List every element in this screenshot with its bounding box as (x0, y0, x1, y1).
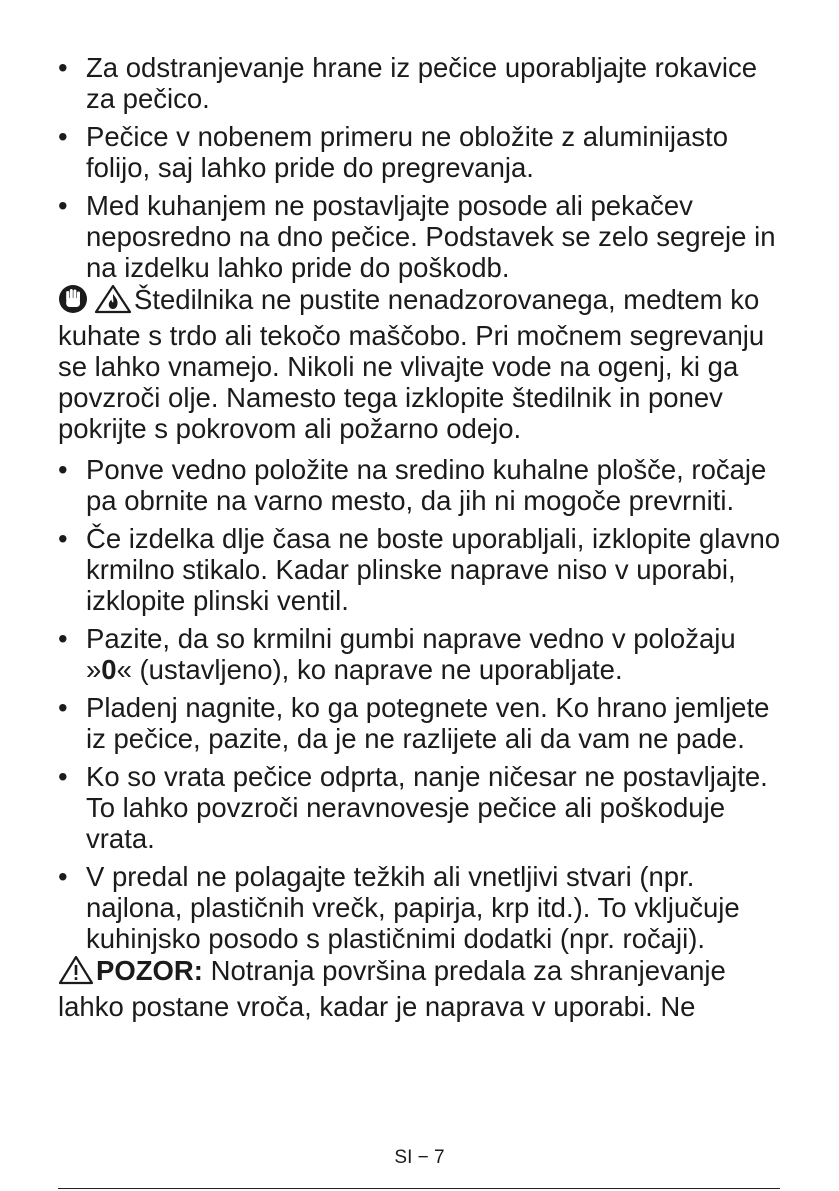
bullet-icon: • (58, 52, 68, 83)
list-item: • Pečice v nobenem primeru ne obložite z aluminijasto folijo, saj lahko pride do pregrevanja. (58, 121, 728, 183)
safety-list-1 (58, 52, 788, 283)
off-position-symbol: 0 (101, 654, 117, 685)
warning-triangle-icon (58, 955, 94, 991)
bullet-icon: • (58, 623, 68, 654)
list-item: • Pazite, da so krmilni gumbi naprave vedno v položaju »0« (ustavljeno), ko naprave ne uporabljate. (58, 623, 736, 685)
list-item: • V predal ne polagajte težkih ali vnetljivi stvari (npr. najlona, plastičnih vrečk, papirja, krp itd.). To vključuje kuhinjsko posodo s plastičnimi dodatki (npr. ročaji). (58, 861, 740, 954)
list-item: • Za odstranjevanje hrane iz pečice uporabljajte rokavice za pečico. (58, 52, 758, 114)
bullet-icon: • (58, 861, 68, 892)
safety-list-2 (58, 454, 788, 954)
bullet-icon: • (58, 761, 68, 792)
bullet-icon: • (58, 190, 68, 221)
caution-paragraph: POZOR: Notranja površina predala za shranjevanje lahko postane vroča, kadar je naprava v uporabi. Ne (58, 955, 726, 1022)
fire-warning-paragraph: Štedilnika ne pustite nenadzorovanega, medtem ko kuhate s trdo ali tekočo maščobo. Pri močnem segrevanju se lahko vnamejo. Nikoli ne vlivajte vode na ogenj, ki ga povzroči olje. Namesto tega izklopite štedilnik in ponev pokrijte s pokrovom ali požarno odejo. (58, 284, 765, 444)
list-item: • Ponve vedno položite na sredino kuhalne plošče, ročaje pa obrnite na varno mesto, da jih ni mogoče prevrniti. (58, 454, 767, 516)
list-item: • Če izdelka dlje časa ne boste uporabljali, izklopite glavno krmilno stikalo. Kadar plinske naprave niso v uporabi, izklopite plinski ventil. (58, 523, 781, 616)
list-item: • Ko so vrata pečice odprta, nanje ničesar ne postavljajte. To lahko povzroči neravnovesje pečice ali poškoduje vrata. (58, 761, 768, 854)
page-number: SI − 7 (394, 1147, 445, 1168)
footer-divider (58, 1188, 780, 1189)
bullet-icon: • (58, 121, 68, 152)
fire-warning-icon (94, 284, 132, 320)
stop-hand-icon (58, 284, 92, 320)
list-item: • Pladenj nagnite, ko ga potegnete ven. Ko hrano jemljete iz pečice, pazite, da je ne razlijete ali da vam ne pade. (58, 692, 770, 754)
bullet-icon: • (58, 523, 68, 554)
document-page (58, 52, 788, 1032)
caution-label: POZOR: (96, 955, 203, 986)
list-item: • Med kuhanjem ne postavljajte posode ali pekačev neposredno na dno pečice. Podstavek se zelo segreje in na izdelku lahko pride do poškodb. (58, 190, 776, 283)
bullet-icon: • (58, 692, 68, 723)
bullet-icon: • (58, 454, 68, 485)
